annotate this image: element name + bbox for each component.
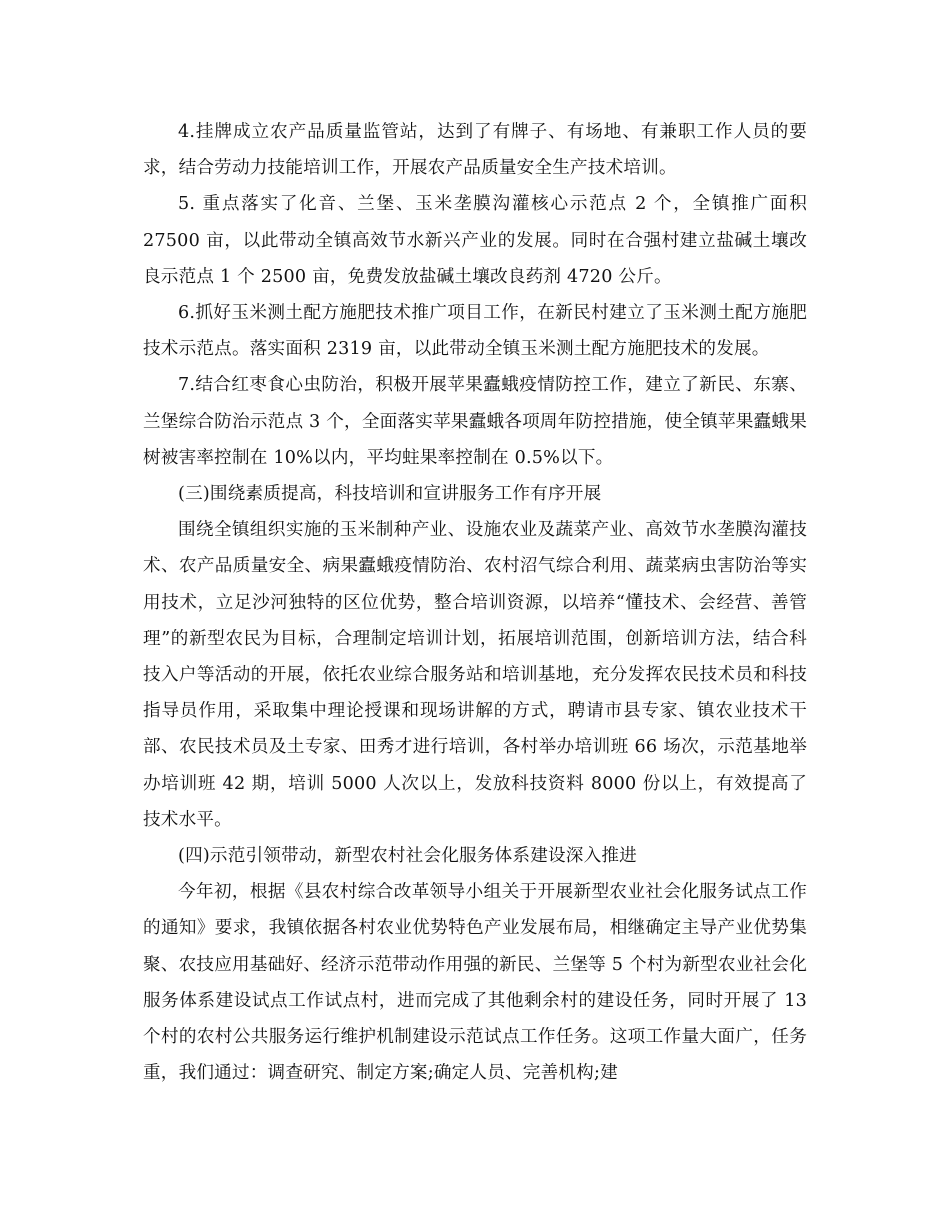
paragraph-item-4: 4.挂牌成立农产品质量监管站，达到了有牌子、有场地、有兼职工作人员的要求，结合劳动力技能培训工作，开展农产品质量安全生产技术培训。 — [143, 122, 807, 179]
section-heading-4: (四)示范引领带动，新型农村社会化服务体系建设深入推进 — [178, 846, 637, 867]
paragraph-item-6: 6.抓好玉米测土配方施肥技术推广项目工作，在新民村建立了玉米测土配方施肥技术示范点。落实面积 2319 亩，以此带动全镇玉米测土配方施肥技术的发展。 — [143, 303, 807, 360]
paragraph-service-system: 今年初，根据《县农村综合改革领导小组关于开展新型农业社会化服务试点工作的通知》要求，我镇依据各村农业优势特色产业发展布局，相继确定主导产业优势集聚、农技应用基础好、经济示范带动作用强的新民、兰堡等 5 个村为新型农业社会化服务体系建设试点工作试点村，进而完成了其他剩余村的建设任务，同时开展了 13 个村的农村公共服务运行维护机制建设示范试点工作任务。这项工作量大面广，任务重，我们通过：调查研究、制定方案;确定人员、完善机构;建 — [143, 882, 807, 1084]
paragraph-item-5: 5. 重点落实了化音、兰堡、玉米垄膜沟灌核心示范点 2 个，全镇推广面积 27500 亩，以此带动全镇高效节水新兴产业的发展。同时在合强村建立盐碱土壤改良示范点 1 个 2500 亩，免费发放盐碱土壤改良药剂 4720 公斤。 — [143, 194, 807, 287]
paragraph-item-7: 7.结合红枣食心虫防治，积极开展苹果蠹蛾疫情防控工作，建立了新民、东寨、兰堡综合防治示范点 3 个，全面落实苹果蠹蛾各项周年防控措施，使全镇苹果蠹蛾果树被害率控制在 10%以内，平均蛀果率控制在 0.5%以下。 — [143, 375, 807, 468]
paragraph-training: 围绕全镇组织实施的玉米制种产业、设施农业及蔬菜产业、高效节水垄膜沟灌技术、农产品质量安全、病果蠹蛾疫情防治、农村沼气综合利用、蔬菜病虫害防治等实用技术，立足沙河独特的区位优势，整合培训资源，以培养“懂技术、会经营、善管理”的新型农民为目标，合理制定培训计划，拓展培训范围，创新培训方法，结合科技入户等活动的开展，依托农业综合服务站和培训基地，充分发挥农民技术员和科技指导员作用，采取集中理论授课和现场讲解的方式，聘请市县专家、镇农业技术干部、农民技术员及土专家、田秀才进行培训，各村举办培训班 66 场次，示范基地举办培训班 42 期，培训 5000 人次以上，发放科技资料 8000 份以上，有效提高了技术水平。 — [143, 520, 807, 830]
document-body — [143, 114, 807, 1091]
section-heading-3: (三)围绕素质提高，科技培训和宣讲服务工作有序开展 — [178, 484, 602, 505]
